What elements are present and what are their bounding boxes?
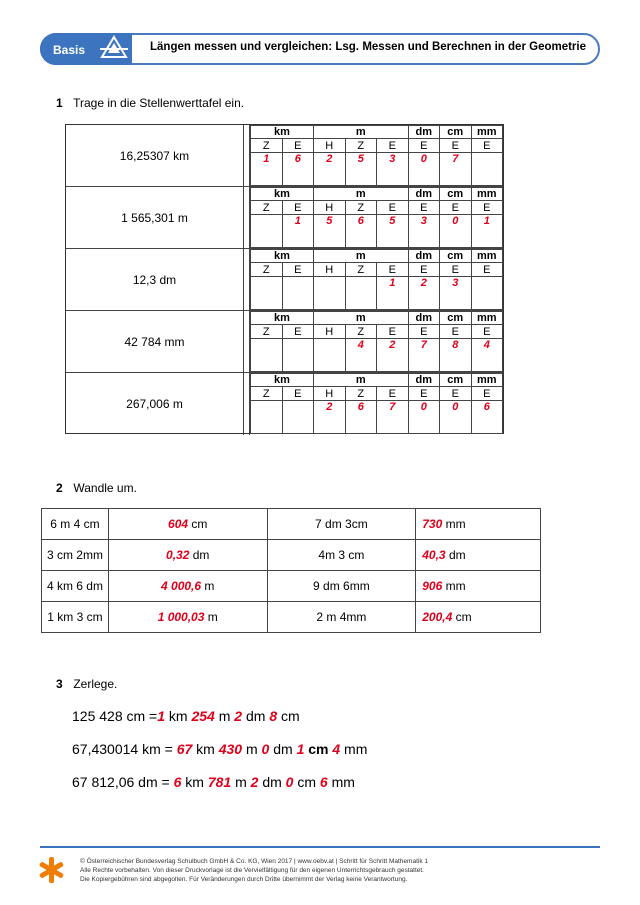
source-length (42, 602, 109, 633)
unit-header: mm (471, 374, 503, 387)
task1-number: 1 (56, 96, 63, 110)
answer-value: 1 000,03 (157, 610, 205, 624)
unit-header: km (251, 312, 314, 325)
conversion-table (41, 508, 541, 633)
answer-unit: mm (445, 517, 466, 531)
answer-unit: cm (191, 517, 208, 531)
unit-header: m (314, 126, 409, 139)
task2-number: 2 (56, 481, 63, 495)
answer-value: 0 (261, 741, 270, 757)
answer-cell (416, 602, 541, 633)
place-value-table (65, 124, 504, 434)
digit-cell: 0 (440, 215, 472, 248)
unit-header: km (251, 374, 314, 387)
answer-value: 4 000,6 (161, 579, 202, 593)
place-header: E (440, 325, 472, 339)
source-text: 9 dm 6mm (313, 579, 370, 593)
source-length (267, 540, 416, 571)
unit-header: km (251, 188, 314, 201)
digit-cell (282, 339, 314, 372)
place-header: E (282, 263, 314, 277)
place-header: E (440, 139, 472, 153)
place-header: E (408, 201, 440, 215)
unit-header: mm (471, 312, 503, 325)
place-header: Z (345, 387, 377, 401)
number-cell: 1 565,301 m (66, 187, 244, 248)
answer-unit: dm (448, 548, 466, 562)
number-cell: 267,006 m (66, 373, 244, 435)
answer-unit: dm (192, 548, 210, 562)
place-header: Z (251, 201, 283, 215)
place-value-grid (249, 187, 503, 248)
place-header: E (282, 387, 314, 401)
line-text: dm (242, 708, 270, 724)
answer-unit: mm (445, 579, 466, 593)
answer-cell (416, 571, 541, 602)
digit-cell: 3 (377, 153, 409, 186)
line-text: m (214, 708, 235, 724)
place-header: E (408, 387, 440, 401)
decomposition-line (72, 741, 367, 757)
line-text: m (231, 774, 251, 790)
digit-cell (345, 277, 377, 310)
answer-value: 604 (168, 517, 189, 531)
answer-value: 730 (422, 517, 443, 531)
answer-value: 4 (332, 741, 341, 757)
place-header: Z (251, 139, 283, 153)
place-value-grid (249, 125, 503, 186)
place-value-grid (249, 311, 503, 372)
line-text: mm (327, 774, 355, 790)
place-header: E (471, 263, 503, 277)
place-header: Z (345, 263, 377, 277)
unit-header: cm (440, 374, 472, 387)
place-header: E (377, 139, 409, 153)
answer-value: 430 (218, 741, 243, 757)
digit-cell: 0 (408, 401, 440, 434)
digit-cell: 8 (440, 339, 472, 372)
place-header: E (377, 387, 409, 401)
answer-value: 6 (173, 774, 182, 790)
source-text: 3 cm 2mm (46, 548, 103, 562)
digit-cell: 2 (314, 153, 346, 186)
task2-heading (56, 481, 137, 495)
place-value-row (66, 125, 503, 187)
place-header: E (471, 325, 503, 339)
place-header: E (471, 201, 503, 215)
digit-cell (282, 277, 314, 310)
unit-header: cm (440, 250, 472, 263)
source-text: 7 dm 3cm (315, 517, 368, 531)
answer-value: 906 (422, 579, 443, 593)
copyright-line-3: Die Kopiergebühren sind abgegolten. Für Veränderungen durch Dritte übernimmt der Verlag keine Verantwortung. (80, 876, 408, 883)
unit-header: m (314, 312, 409, 325)
unit-header: cm (440, 188, 472, 201)
task1-instruction: Trage in die Stellenwerttafel ein. (73, 96, 245, 110)
copyright-line-2: Alle Rechte vorbehalten. Von dieser Druckvorlage ist die Vervielfältigung für den eigenen Unterrichtsgebrauch gestattet. (80, 867, 424, 874)
digit-cell: 0 (408, 153, 440, 186)
answer-cell (416, 540, 541, 571)
unit-header: mm (471, 188, 503, 201)
conversion-row (42, 540, 541, 571)
answer-value: 8 (269, 708, 278, 724)
digit-cell (314, 277, 346, 310)
line-text: mm (340, 741, 368, 757)
source-text: 6 m 4 cm (50, 517, 100, 531)
conversion-row (42, 571, 541, 602)
digit-cell: 6 (345, 401, 377, 434)
publisher-star-logo (38, 855, 64, 885)
answer-unit: m (207, 610, 218, 624)
place-header: E (440, 263, 472, 277)
unit-header: dm (408, 250, 440, 263)
answer-value: 2 (234, 708, 243, 724)
place-header: E (377, 201, 409, 215)
conversion-row (42, 509, 541, 540)
answer-cell (108, 571, 267, 602)
place-header: Z (251, 387, 283, 401)
copyright-notice (80, 857, 428, 884)
line-text: cm (277, 708, 300, 724)
digit-cell: 1 (251, 153, 283, 186)
source-length (267, 509, 416, 540)
unit-header: m (314, 374, 409, 387)
line-text: dm (258, 774, 286, 790)
decomposition-line (72, 708, 300, 724)
line-text: cm (304, 741, 333, 757)
digit-cell: 7 (408, 339, 440, 372)
digit-cell: 7 (440, 153, 472, 186)
digit-cell: 1 (471, 215, 503, 248)
answer-value: 2 (250, 774, 259, 790)
digit-cell: 5 (345, 153, 377, 186)
place-header: E (471, 387, 503, 401)
digit-cell: 6 (471, 401, 503, 434)
place-header: E (282, 139, 314, 153)
place-header: E (282, 201, 314, 215)
digit-cell (282, 401, 314, 434)
line-text: cm (293, 774, 320, 790)
digit-cell: 5 (314, 215, 346, 248)
digit-cell (251, 215, 283, 248)
place-header: H (314, 201, 346, 215)
answer-value: 67 (176, 741, 193, 757)
source-text: 4 km 6 dm (46, 579, 103, 593)
answer-value: 200,4 (422, 610, 453, 624)
answer-value: 6 (319, 774, 328, 790)
place-header: Z (345, 139, 377, 153)
digit-cell: 4 (471, 339, 503, 372)
digit-cell: 4 (345, 339, 377, 372)
decomposition-line (72, 774, 355, 790)
digit-cell (251, 401, 283, 434)
task3-heading (56, 677, 117, 691)
unit-header: m (314, 188, 409, 201)
place-value-row (66, 249, 503, 311)
place-header: H (314, 325, 346, 339)
place-header: H (314, 139, 346, 153)
task3-instruction: Zerlege. (73, 677, 118, 691)
place-header: E (377, 325, 409, 339)
unit-header: mm (471, 126, 503, 139)
unit-header: dm (408, 126, 440, 139)
unit-header: dm (408, 312, 440, 325)
level-badge (40, 33, 132, 65)
answer-value: 781 (207, 774, 232, 790)
digit-cell (471, 153, 503, 186)
source-text: 2 m 4mm (316, 610, 367, 624)
task1-heading (56, 96, 244, 110)
answer-unit: cm (455, 610, 472, 624)
conversion-row (42, 602, 541, 633)
digit-cell (251, 277, 283, 310)
triangle-ruler-icon (100, 35, 128, 61)
answer-cell (108, 540, 267, 571)
line-text: 67,430014 km = (72, 741, 177, 757)
digit-cell: 1 (377, 277, 409, 310)
unit-header: km (251, 126, 314, 139)
place-value-row (66, 373, 503, 435)
line-text: km (165, 708, 192, 724)
place-header: E (282, 325, 314, 339)
place-header: E (440, 201, 472, 215)
source-text: 1 km 3 cm (47, 610, 103, 624)
place-header: Z (251, 263, 283, 277)
answer-value: 1 (296, 741, 305, 757)
digit-cell (471, 277, 503, 310)
answer-value: 254 (191, 708, 215, 724)
answer-cell (416, 509, 541, 540)
task2-instruction: Wandle um. (73, 481, 137, 495)
answer-value: 1 (157, 708, 166, 724)
place-value-row (66, 187, 503, 249)
place-value-grid (249, 249, 503, 310)
digit-cell: 6 (345, 215, 377, 248)
place-header: E (408, 263, 440, 277)
digit-cell: 1 (282, 215, 314, 248)
digit-cell: 3 (440, 277, 472, 310)
digit-cell (251, 339, 283, 372)
place-header: E (471, 139, 503, 153)
digit-cell: 5 (377, 215, 409, 248)
copyright-line-1: © Österreichischer Bundesverlag Schulbuch GmbH & Co. KG, Wien 2017 | www.oebv.at | Schritt für Schritt Mathematik 1 (80, 858, 428, 865)
place-header: Z (251, 325, 283, 339)
line-text: km (181, 774, 208, 790)
source-length (267, 602, 416, 633)
digit-cell: 2 (408, 277, 440, 310)
place-header: E (440, 387, 472, 401)
unit-header: mm (471, 250, 503, 263)
digit-cell: 2 (377, 339, 409, 372)
digit-cell: 0 (440, 401, 472, 434)
digit-cell: 3 (408, 215, 440, 248)
answer-cell (108, 509, 267, 540)
place-header: E (377, 263, 409, 277)
place-header: H (314, 263, 346, 277)
worksheet-title: Längen messen und vergleichen: Lsg. (150, 41, 359, 53)
answer-cell (108, 602, 267, 633)
worksheet-subject: Messen und Berechnen in der Geometrie (362, 41, 586, 53)
line-text: 125 428 cm = (72, 708, 158, 724)
place-header: Z (345, 201, 377, 215)
line-text: dm (269, 741, 297, 757)
number-cell: 12,3 dm (66, 249, 244, 310)
number-cell: 42 784 mm (66, 311, 244, 372)
number-cell: 16,25307 km (66, 125, 244, 186)
source-length (42, 509, 109, 540)
place-value-row (66, 311, 503, 373)
source-length (42, 571, 109, 602)
unit-header: cm (440, 126, 472, 139)
place-header: E (408, 325, 440, 339)
line-text: m (242, 741, 262, 757)
source-length (42, 540, 109, 571)
level-badge-label: Basis (53, 43, 86, 57)
page-header (40, 33, 600, 65)
digit-cell: 6 (282, 153, 314, 186)
line-text: 67 812,06 dm = (72, 774, 174, 790)
answer-value: 0 (285, 774, 294, 790)
answer-value: 0,32 (166, 548, 190, 562)
task3-number: 3 (56, 677, 63, 691)
source-length (267, 571, 416, 602)
place-header: H (314, 387, 346, 401)
line-text: km (192, 741, 219, 757)
place-header: Z (345, 325, 377, 339)
place-value-grid (249, 373, 503, 435)
unit-header: m (314, 250, 409, 263)
footer-divider (40, 846, 600, 848)
place-header: E (408, 139, 440, 153)
digit-cell: 7 (377, 401, 409, 434)
unit-header: dm (408, 374, 440, 387)
unit-header: km (251, 250, 314, 263)
unit-header: dm (408, 188, 440, 201)
unit-header: cm (440, 312, 472, 325)
answer-value: 40,3 (422, 548, 446, 562)
answer-unit: m (204, 579, 215, 593)
source-text: 4m 3 cm (318, 548, 365, 562)
digit-cell (314, 339, 346, 372)
digit-cell: 2 (314, 401, 346, 434)
